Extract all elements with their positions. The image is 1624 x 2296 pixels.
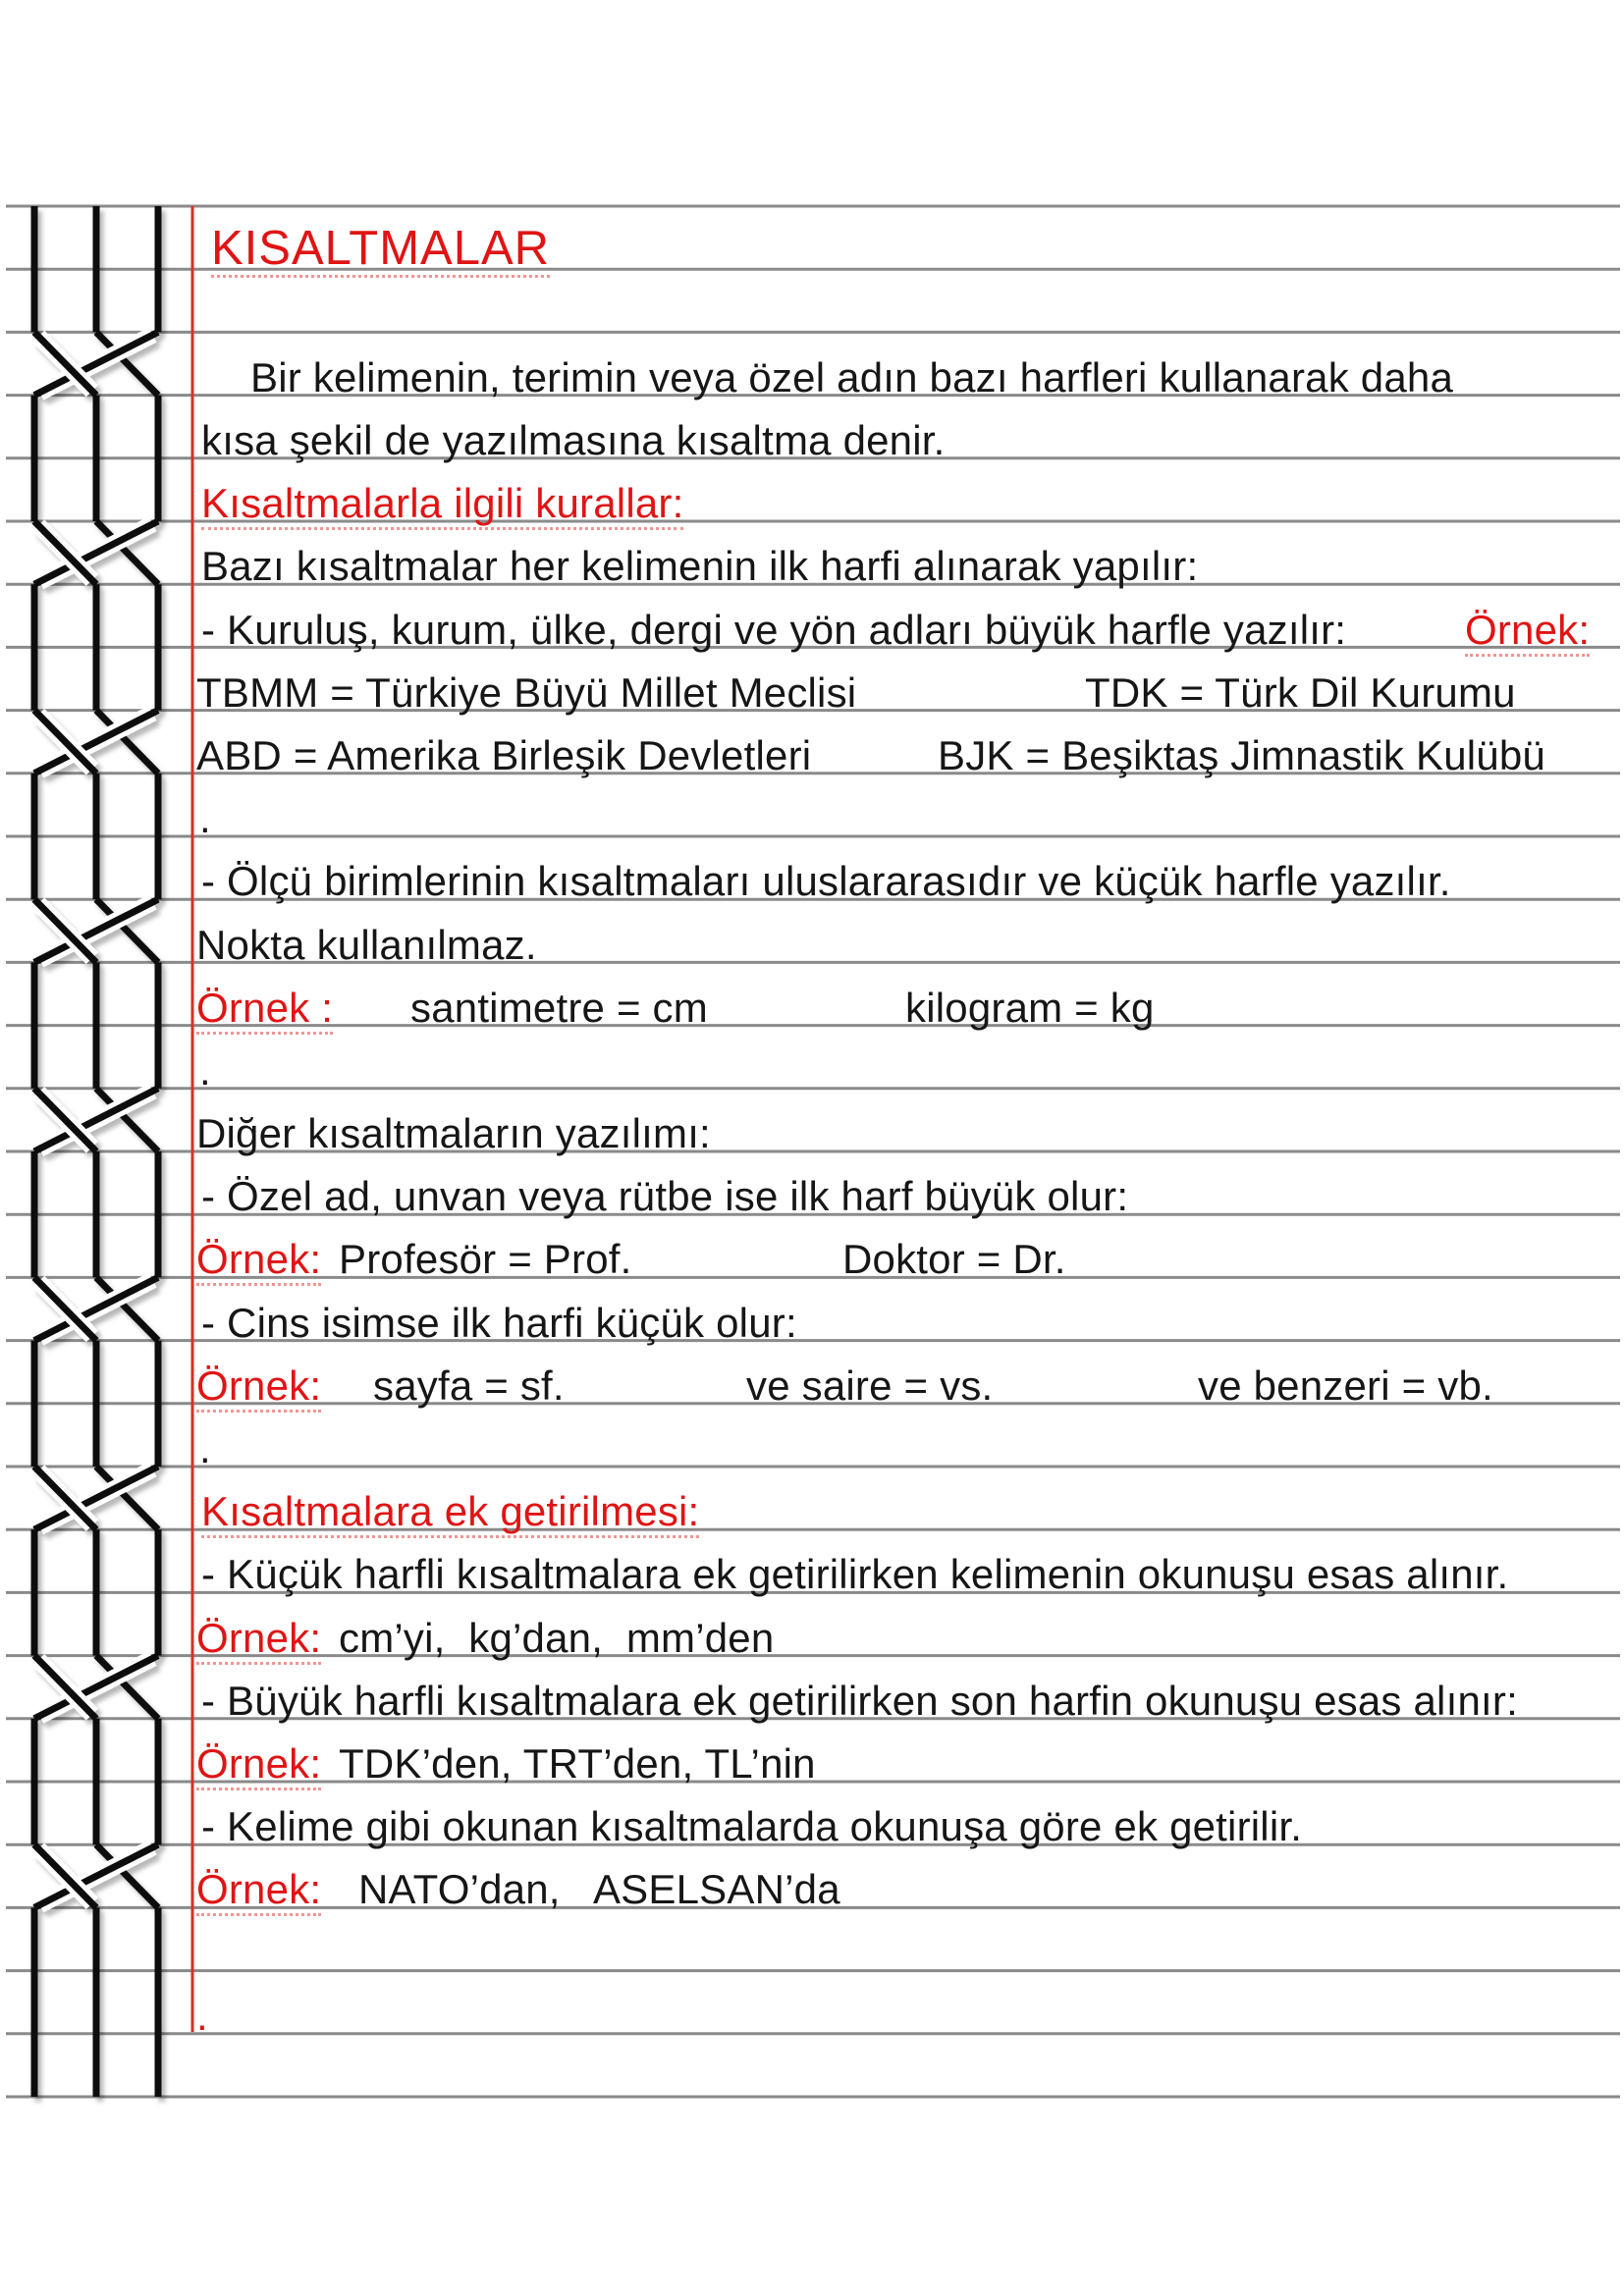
period-mark: . [196,1993,208,2039]
ornek-label: Örnek: [1465,608,1590,657]
text-segment: Diğer kısaltmaların yazılımı: [196,1110,711,1156]
text-line [0,223,1624,274]
text-line [0,1048,1624,1094]
text-line [0,1301,1624,1346]
ornek-label: Örnek: [196,1616,321,1665]
text-line [0,1426,1624,1471]
text-segment: ve benzeri = vb. [1198,1362,1493,1409]
text-line [0,1867,1624,1912]
text-segment: Doktor = Dr. [842,1236,1066,1282]
text-segment: NATO’dan, ASELSAN’da [358,1866,840,1912]
text-segment: - Büyük harfli kısaltmalara ek getirilirken son harfin okunuşu esas alınır: [201,1678,1518,1724]
text-line [0,1174,1624,1219]
ornek-label: Örnek: [196,1867,321,1916]
text-segment: kısa şekil de yazılmasına kısaltma denir. [201,417,946,463]
text-segment: ve saire = vs. [746,1362,994,1409]
text-segment: Bir kelimenin, terimin veya özel adın bazı harfleri kullanarak daha [250,354,1454,400]
text-line [0,1552,1624,1597]
text-segment: Bazı kısaltmalar her kelimenin ilk harfi alınarak yapılır: [201,543,1199,589]
text-segment: cm’yi, kg’dan, mm’den [339,1615,775,1661]
text-line [0,986,1624,1031]
text-line [0,923,1624,968]
section-heading: Kısaltmalarla ilgili kurallar: [201,481,683,530]
text-segment: - Ölçü birimlerinin kısaltmaları uluslararasıdır ve küçük harfle yazılır. [201,858,1451,904]
text-segment: - Kelime gibi okunan kısaltmalarda okunuşa göre ek getirilir. [201,1803,1303,1849]
text-line [0,1111,1624,1156]
text-segment: - Küçük harfli kısaltmalara ek getirilirken kelimenin okunuşu esas alınır. [201,1551,1509,1597]
text-line [0,1489,1624,1534]
text-segment: TDK’den, TRT’den, TL’nin [339,1740,816,1787]
text-segment: Profesör = Prof. [339,1236,632,1282]
ornek-label: Örnek: [196,1363,321,1413]
text-line [0,355,1624,400]
text-line [0,1237,1624,1282]
text-segment: - Kuruluş, kurum, ülke, dergi ve yön adları büyük harfle yazılır: [201,607,1347,653]
text-segment: BJK = Beşiktaş Jimnastik Kulübü [938,732,1545,778]
text-line [0,733,1624,778]
text-line [0,1804,1624,1849]
text-segment: - Özel ad, unvan veya rütbe ise ilk harf büyük olur: [201,1173,1129,1219]
text-line [0,1363,1624,1409]
text-line [0,418,1624,463]
text-segment: TDK = Türk Dil Kurumu [1085,669,1516,716]
text-segment: ABD = Amerika Birleşik Devletleri [196,732,812,778]
text-line [0,544,1624,589]
text-segment: santimetre = cm [410,985,708,1031]
text-line [0,859,1624,904]
text-segment: kilogram = kg [905,985,1155,1031]
text-line [0,608,1624,653]
text-line [0,1741,1624,1787]
text-line [0,670,1624,716]
text-segment: TBMM = Türkiye Büyü Millet Meclisi [196,669,857,716]
text-segment: sayfa = sf. [373,1362,565,1409]
ornek-label: Örnek : [196,986,333,1035]
text-line [0,1679,1624,1724]
text-line [0,796,1624,841]
period-mark: . [199,1425,211,1471]
period-mark: . [199,1047,211,1094]
text-segment: Nokta kullanılmaz. [196,922,537,968]
section-heading: Kısaltmalara ek getirilmesi: [201,1489,699,1538]
ornek-label: Örnek: [196,1741,321,1790]
ornek-label: Örnek: [196,1237,321,1286]
text-line [0,1994,1624,2039]
page-title: KISALTMALAR [211,223,550,278]
text-line [0,1616,1624,1661]
text-segment: - Cins isimse ilk harfi küçük olur: [201,1300,797,1346]
text-line [0,481,1624,526]
period-mark: . [199,795,211,841]
